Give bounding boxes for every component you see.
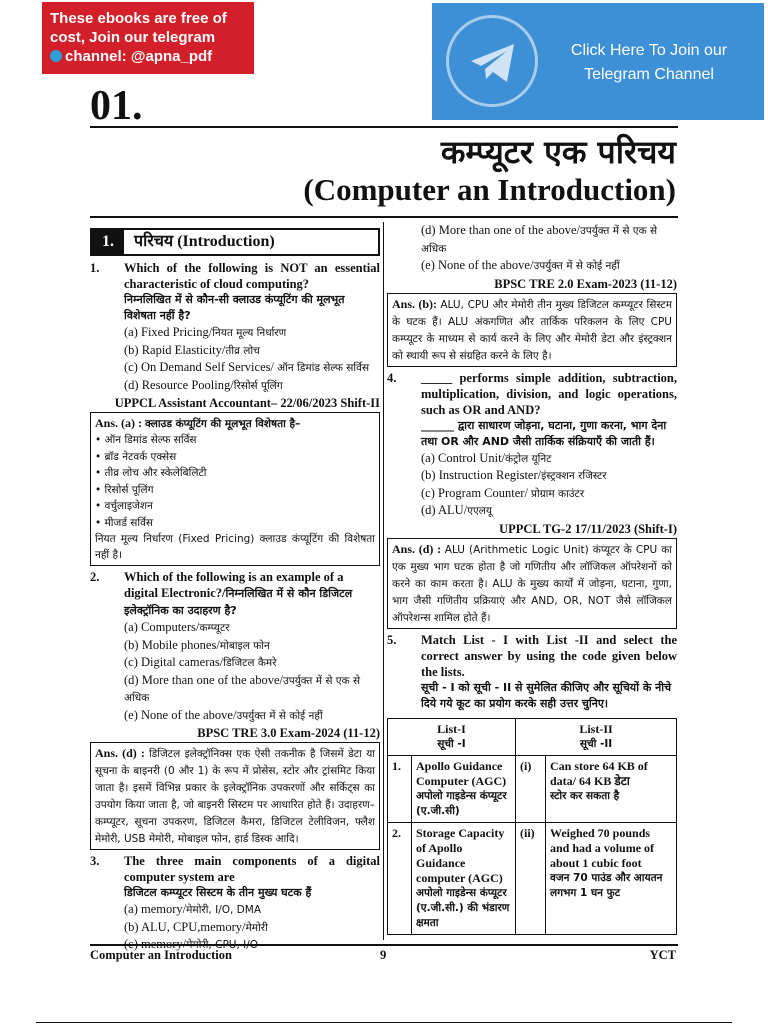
left-column [90,222,380,954]
option-b: (b) Mobile phones/मोबाइल फोन [124,637,270,652]
question-3 [90,853,380,901]
table-row [388,755,677,822]
column-divider [383,222,384,940]
answer-bullet: • मीजर्ड सर्विस [95,516,154,529]
question-2 [90,569,380,619]
answer-conclusion: नियत मूल्य निर्धारण (Fixed Pricing) क्लाउड कंप्यूटिंग की विशेषता नहीं है। [95,533,375,561]
question-text-hindi: निम्नलिखित में से कौन-सी क्लाउड कंप्यूटिंग की मूलभूत विशेषता नहीं है? [124,293,345,322]
question-5 [387,632,677,712]
option-b: (b) ALU, CPU,memory/मेमोरी [124,919,268,934]
option-c: (c) Program Counter/ प्रोग्राम काउंटर [421,485,585,500]
question-number: 4. [387,370,397,385]
list-2-item: Can store 64 KB of data/ 64 KB डेटा स्टोर कर सकता है [546,755,677,822]
option-e: (e) None of the above/उपर्युक्त में से कोई नहीं [124,707,323,722]
answer-label: Ans. (a) : [95,416,145,430]
answer-box [90,412,380,566]
header-rule [90,126,678,128]
question-text-english: _____ performs simple addition, subtraction, multiplication, division, and logic operations, such as OR and AND? [421,370,677,417]
answer-intro: क्लाउड कंप्यूटिंग की मूलभूत विशेषता है– [145,418,301,430]
option-c: (c) memory/मेमोरी, CPU, I/O [124,937,259,951]
list-1-item: Apollo Guidance Computer (AGC) अपोलो गाइडेन्स कंप्यूटर (ए.जी.सी) [412,755,516,822]
row-number: 1. [388,755,412,822]
answer-label: Ans. (b): [392,296,441,311]
footer-book-title: Computer an Introduction [90,948,232,962]
option-d: (d) Resource Pooling/रिसोर्स पूलिंग [124,377,283,392]
section-title: परिचय (Introduction) [134,233,275,250]
exam-reference: BPSC TRE 3.0 Exam-2024 (11-12) [197,726,380,740]
telegram-join-banner[interactable] [432,3,764,120]
option-d: (d) More than one of the above/उपर्युक्त में से एक से अधिक [124,672,361,704]
exam-reference: UPPCL TG-2 17/11/2023 (Shift-I) [499,521,677,536]
option-a: (a) Fixed Pricing/नियत मूल्य निर्धारण [124,325,287,339]
section-heading [90,228,380,256]
list-1-item: Storage Capacity of Apollo Guidance computer (AGC) अपोलो गाइडेन्स कंप्यूटर (ए.जी.सी.) की भंडारण क्षमता [412,822,516,934]
section-number: 1. [92,230,124,254]
row-number: 2. [388,822,412,934]
footer-rule [90,944,678,946]
question-text-english: Which of the following is NOT an essential characteristic of cloud computing? [124,261,380,291]
question-text-english: Which of the following is an example of a digital Electronic?/ [124,570,344,600]
answer-bullet: • वर्चुलाइजेशन [95,500,153,512]
telegram-banner-line-2: Telegram Channel [584,66,714,83]
question-text-hindi: ______ द्वारा साधारण जोड़ना, घटाना, गुणा करना, भाग देना तथा OR और AND जैसी तार्किक संक्रियाएँ की जाती हैं। [421,418,667,448]
match-table [387,718,677,935]
title-rule [90,216,678,218]
question-text-hindi: डिजिटल कम्प्यूटर सिस्टम के तीन मुख्य घटक हैं [124,886,312,899]
promo-line-1: These ebooks are free of [50,10,227,27]
answer-label: Ans. (d) : [392,541,445,556]
option-a: (a) memory/मेमोरी, I/O, DMA [124,902,262,916]
option-e: (e) None of the above/उपर्युक्त में से कोई नहीं [421,258,620,272]
footer-publisher: YCT [649,948,676,962]
option-b: (b) Rapid Elasticity/तीव्र लोच [124,342,260,357]
chapter-title-hindi: कम्प्यूटर एक परिचय [440,133,676,171]
answer-bullet: • ऑन डिमांड सेल्फ सर्विस [95,434,197,446]
answer-label: Ans. (d) : [95,746,149,760]
option-a: (a) Control Unit/कंट्रोल यूनिट [421,450,552,465]
row-code: (i) [516,755,546,822]
option-a: (a) Computers/कम्प्यूटर [124,620,230,634]
right-column [387,222,677,935]
question-number: 1. [90,261,100,275]
question-text-english: The three main components of a digital computer system are [124,854,380,884]
exam-reference: BPSC TRE 2.0 Exam-2023 (11-12) [494,276,677,291]
answer-box [387,538,677,629]
question-number: 5. [387,632,397,647]
question-text-english: Match List - I with List -II and select the correct answer by using the code given below the lists. [421,632,677,679]
telegram-logo-icon [446,15,538,107]
answer-box [387,293,677,367]
answer-text: डिजिटल इलेक्ट्रॉनिक्स एक ऐसी तकनीक है जिसमें डेटा या सूचना के बाइनरी (0 और 1) के रूप में प्रोसेस, स्टोर और ट्रांसमिट किया जाता है। इसमें विभिन्न प्रकार के इलेक्ट्रॉनिक उपकरणों और सर्किट्स का उपयोग किया जाता है, जो बाइनरी सिस्टम पर आधारित होते हैं। उदाहरण– कम्प्यूटर, सूचना उपकरण, डिजिटल कैमरा, डिजिटल टेलीविजन, फ्लैश मेमोरी, USB मेमोरी, मोबाइल फोन, हार्ड डिस्क आदि। [95,748,376,845]
option-d: (d) ALU/एएलयू [421,503,493,517]
list-2-item: Weighed 70 pounds and had a volume of about 1 cubic foot वजन 70 पाउंड और आयतन लगभग 1 घन फुट [546,822,677,934]
page-bottom-rule [36,1022,732,1023]
question-text-hindi: सूची - I को सूची - II से सुमेलित कीजिए और सूचियों के नीचे दिये गये कूट का प्रयोग करके सही उत्तर चुनिए। [421,680,672,710]
row-code: (ii) [516,822,546,934]
exam-reference: UPPCL Assistant Accountant– 22/06/2023 Shift-II [114,396,380,410]
answer-text: ALU (Arithmetic Logic Unit) कंप्यूटर के CPU का एक मुख्य भाग घटक होता है जो गणितीय और लॉजिकल ऑपरेशनों को करने का काम करता है। ALU के मुख्य कार्यों में जोड़ना, घटाना, गुणा, भाग जैसी गणितीय प्रक्रियाएं और AND, OR, NOT जैसे लॉजिकल ऑपरेशन्स शामिल होते हैं। [392,543,672,624]
footer-page-number: 9 [380,948,387,962]
list-1-header: List-I सूची -I [388,718,516,755]
question-4 [387,370,677,450]
answer-text: ALU, CPU और मेमोरी तीन मुख्य डिजिटल कम्प्यूटर सिस्टम के घटक हैं। ALU अंकगणित और तार्किक परिकलन के लिए CPU कम्प्यूटर के माध्यम से कार्य करने के लिए और मेमोरी डेटा और इंस्ट्रक्शन को स्थायी रूप से संग्रहित करने के लिए है। [392,298,673,362]
option-d: (d) More than one of the above/उपर्युक्त में से एक से अधिक [421,223,658,255]
telegram-icon [50,50,62,62]
telegram-banner-line-1: Click Here To Join our [570,42,728,59]
promo-line-2: cost, Join our telegram [50,29,216,46]
question-number: 3. [90,854,100,868]
option-b: (b) Instruction Register/इंस्ट्रक्शन रजिस्टर [421,468,607,482]
promo-banner-free-ebooks[interactable] [42,2,254,74]
answer-bullet: • रिसोर्स पूलिंग [95,483,154,496]
table-header-row [388,718,677,755]
answer-bullet: • ब्रॉड नेटवर्क एक्सेस [95,450,177,463]
answer-box [90,742,380,850]
option-c: (c) Digital cameras/डिजिटल कैमरे [124,655,277,669]
option-c: (c) On Demand Self Services/ ऑन डिमांड सेल्फ सर्विस [124,360,370,374]
answer-bullet: • तीव्र लोच और स्केलेबिलिटी [95,467,207,479]
chapter-title-english: (Computer an Introduction) [303,172,676,207]
question-number: 2. [90,570,100,584]
question-text-hindi: निम्नलिखित में से कौन डिजिटल इलेक्ट्रॉनिक का उदाहरण है? [124,587,353,617]
table-row [388,822,677,934]
question-1 [90,260,380,324]
list-2-header: List-II सूची -II [516,718,677,755]
chapter-number: 01. [90,83,143,129]
promo-line-3: channel: @apna_pdf [65,48,213,65]
